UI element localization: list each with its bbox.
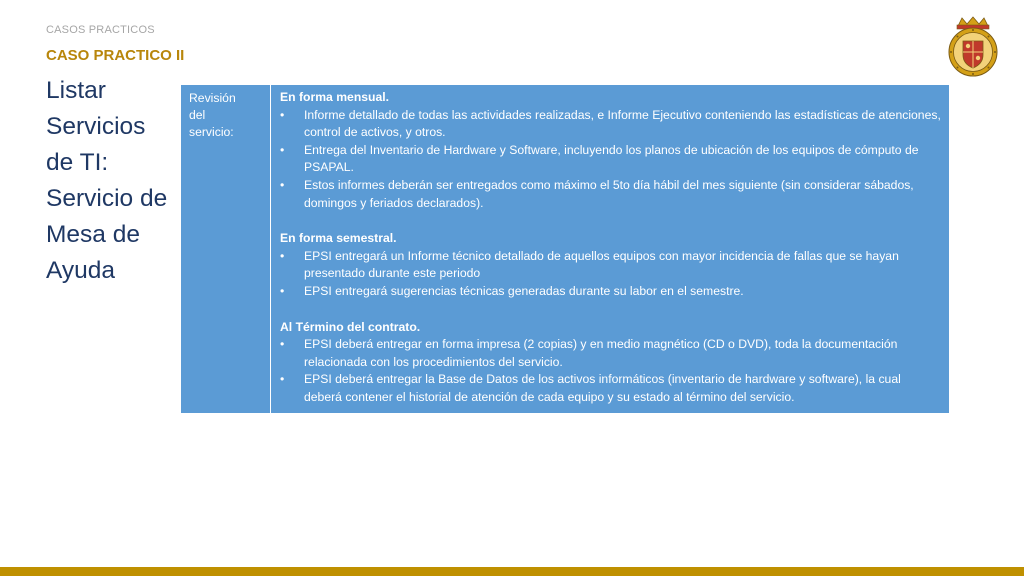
list-item-text: Estos informes deberán ser entregados como máximo el 5to día hábil del mes siguiente (sin considerar sábados, domingos y feriados declarados). [304, 177, 914, 210]
footer-bar [0, 567, 1024, 576]
list-item-text: EPSI deberá entregar en forma impresa (2 copias) y en medio magnético (CD o DVD), toda la documentación relacionada con los procedimientos del servicio. [304, 337, 898, 369]
university-crest-icon [946, 16, 1000, 78]
contract-end-group [280, 319, 941, 407]
list-item [280, 248, 941, 283]
list-item-text: EPSI entregará sugerencias técnicas generadas durante su labor en el semestre. [304, 283, 744, 298]
bullet-list [280, 107, 941, 213]
group-heading: Al Término del contrato. [280, 319, 421, 334]
list-item [280, 142, 941, 177]
list-item-text: EPSI deberá entregar la Base de Datos de los activos informáticos (inventario de hardware y software), la cual deberá contener el historial de atención de cada equipo y su estado al término del servicio. [304, 372, 901, 404]
monthly-group [280, 89, 941, 212]
list-item [280, 107, 941, 142]
semester-group [280, 230, 941, 300]
service-review-table [181, 85, 949, 413]
bullet-icon: • [280, 107, 285, 122]
list-item [280, 371, 941, 406]
bullet-icon: • [280, 248, 285, 263]
list-item-text: Entrega del Inventario de Hardware y Software, incluyendo los planos de ubicación de los equipos de cómputo de PSAPAL. [304, 142, 919, 175]
page-title: Listar Servicios de TI: Servicio de Mesa de Ayuda [46, 77, 168, 284]
bullet-icon: • [280, 283, 285, 298]
section-title: CASO PRACTICO II [46, 47, 185, 64]
spacer [280, 212, 941, 230]
row-label: Revisión del servicio: [189, 91, 236, 139]
group-heading: En forma semestral. [280, 231, 397, 246]
list-item-text: EPSI entregará un Informe técnico detallado de aquellos equipos con mayor incidencia de fallas que se hayan presentado durante este periodo [304, 248, 899, 281]
bullet-icon: • [280, 177, 285, 192]
list-item [280, 336, 941, 371]
list-item [280, 283, 941, 301]
bullet-icon: • [280, 337, 285, 352]
bullet-list [280, 248, 941, 301]
breadcrumb: CASOS PRACTICOS [46, 24, 155, 36]
group-heading: En forma mensual. [280, 90, 390, 104]
list-item-text: Informe detallado de todas las actividades realizadas, e Informe Ejecutivo conteniendo las estadísticas de atenciones, control de activos, y otros. [304, 107, 941, 140]
bullet-list [280, 336, 941, 406]
row-content-cell [271, 85, 950, 413]
row-label-cell [181, 85, 271, 413]
bullet-icon: • [280, 372, 285, 387]
spacer [280, 301, 941, 319]
bullet-icon: • [280, 142, 285, 157]
list-item [280, 177, 941, 212]
